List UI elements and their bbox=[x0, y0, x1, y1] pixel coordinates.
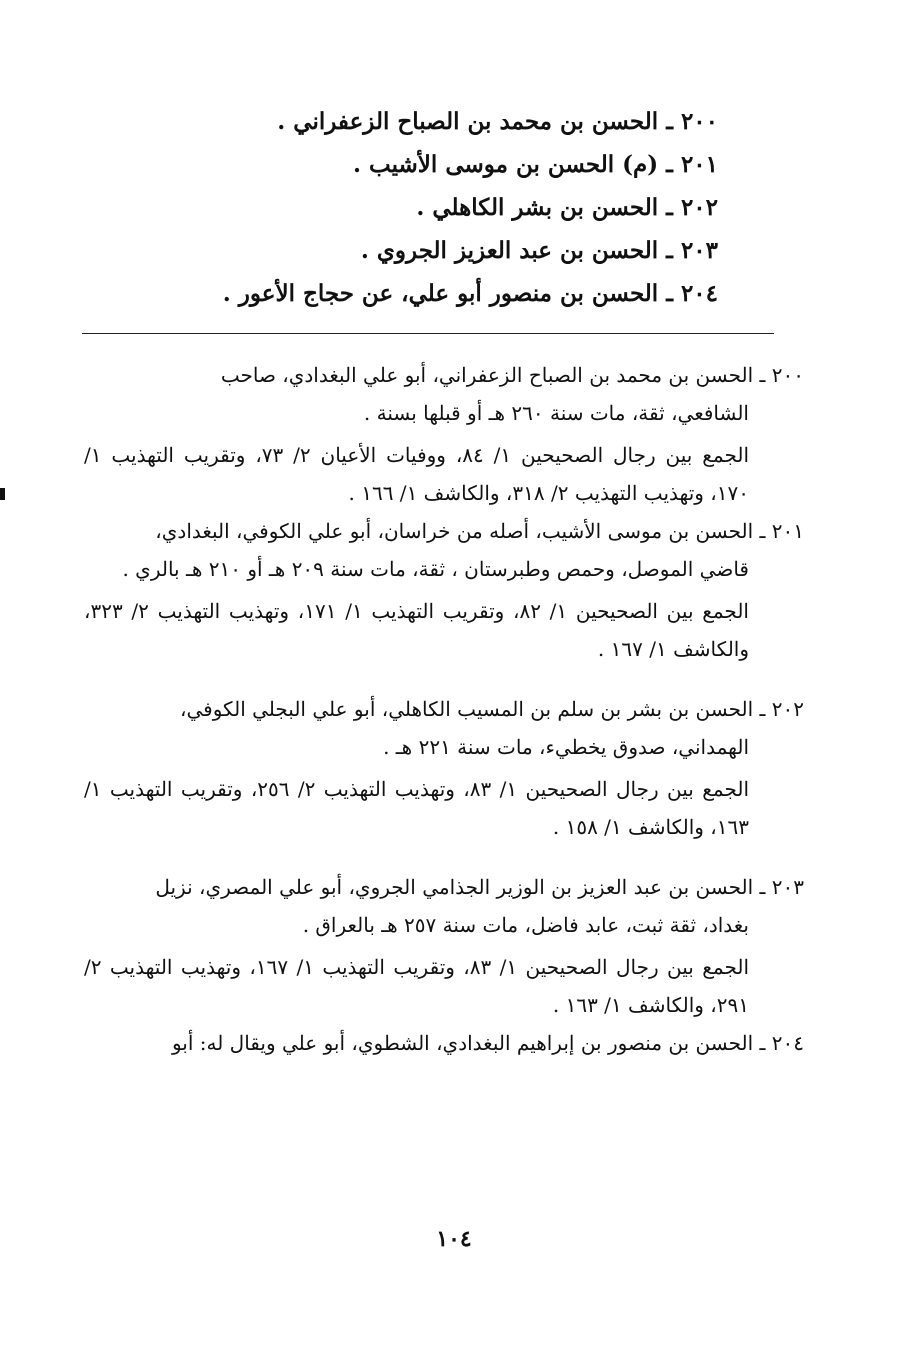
scan-edge-mark bbox=[0, 488, 5, 500]
footnote-references: الجمع بين رجال الصحيحين ١/ ٨٣، وتقريب التهذيب ١/ ١٦٧، وتهذيب التهذيب ٢/ ٢٩١، والكاشف ١/ ١٦٣ . bbox=[84, 955, 749, 1017]
list-item: ٢٠٠ ـ الحسن بن محمد بن الصباح الزعفراني . bbox=[277, 108, 718, 135]
footnote bbox=[84, 356, 804, 512]
footnote-head: ٢٠٢ ـ الحسن بن بشر بن سلم بن المسيب الكاهلي، أبو علي البجلي الكوفي، bbox=[180, 697, 804, 721]
footnote-head: ٢٠١ ـ الحسن بن موسى الأشيب، أصله من خراسان، أبو علي الكوفي، البغدادي، bbox=[155, 519, 804, 543]
footnote bbox=[84, 1024, 804, 1062]
list-item: ٢٠١ ـ (م) الحسن بن موسى الأشيب . bbox=[353, 151, 718, 178]
list-item: ٢٠٢ ـ الحسن بن بشر الكاهلي . bbox=[416, 194, 718, 221]
footnote bbox=[84, 868, 804, 1024]
footnote-head: ٢٠٣ ـ الحسن بن عبد العزيز بن الوزير الجذامي الجروي، أبو علي المصري، نزيل bbox=[155, 875, 804, 899]
footnote bbox=[84, 512, 804, 668]
footnote bbox=[84, 690, 804, 846]
footnote-body: الشافعي، ثقة، مات سنة ٢٦٠ هـ أو قبلها بسنة . bbox=[363, 401, 749, 425]
footnote-body: الهمداني، صدوق يخطيء، مات سنة ٢٢١ هـ . bbox=[383, 735, 749, 759]
list-item: ٢٠٤ ـ الحسن بن منصور أبو علي، عن حجاج الأعور . bbox=[222, 280, 718, 307]
page-number: ١٠٤ bbox=[436, 1226, 472, 1252]
list-item: ٢٠٣ ـ الحسن بن عبد العزيز الجروي . bbox=[360, 237, 718, 264]
footnote-references: الجمع بين الصحيحين ١/ ٨٢، وتقريب التهذيب ١/ ١٧١، وتهذيب التهذيب ٢/ ٣٢٣، والكاشف ١/ ١٦٧ . bbox=[84, 599, 749, 661]
footnote-head: ٢٠٠ ـ الحسن بن محمد بن الصباح الزعفراني، أبو علي البغدادي، صاحب bbox=[220, 363, 804, 387]
footnote-references: الجمع بين رجال الصحيحين ١/ ٨٣، وتهذيب التهذيب ٢/ ٢٥٦، وتقريب التهذيب ١/ ١٦٣، والكاشف ١/ ١٥٨ . bbox=[84, 777, 749, 839]
footnote-body: قاضي الموصل، وحمص وطبرستان ، ثقة، مات سنة ٢٠٩ هـ أو ٢١٠ هـ بالري . bbox=[122, 557, 749, 581]
footnote-divider bbox=[82, 333, 774, 334]
footnote-head: ٢٠٤ ـ الحسن بن منصور بن إبراهيم البغدادي، الشطوي، أبو علي ويقال له: أبو bbox=[171, 1031, 804, 1055]
footnote-references: الجمع بين رجال الصحيحين ١/ ٨٤، ووفيات الأعيان ٢/ ٧٣، وتقريب التهذيب ١/ ١٧٠، وتهذيب التهذيب ٢/ ٣١٨، والكاشف ١/ ١٦٦ . bbox=[84, 443, 749, 505]
narrator-list bbox=[78, 100, 718, 315]
footnote-body: بغداد، ثقة ثبت، عابد فاضل، مات سنة ٢٥٧ هـ بالعراق . bbox=[302, 913, 749, 937]
footnotes bbox=[84, 356, 804, 1062]
